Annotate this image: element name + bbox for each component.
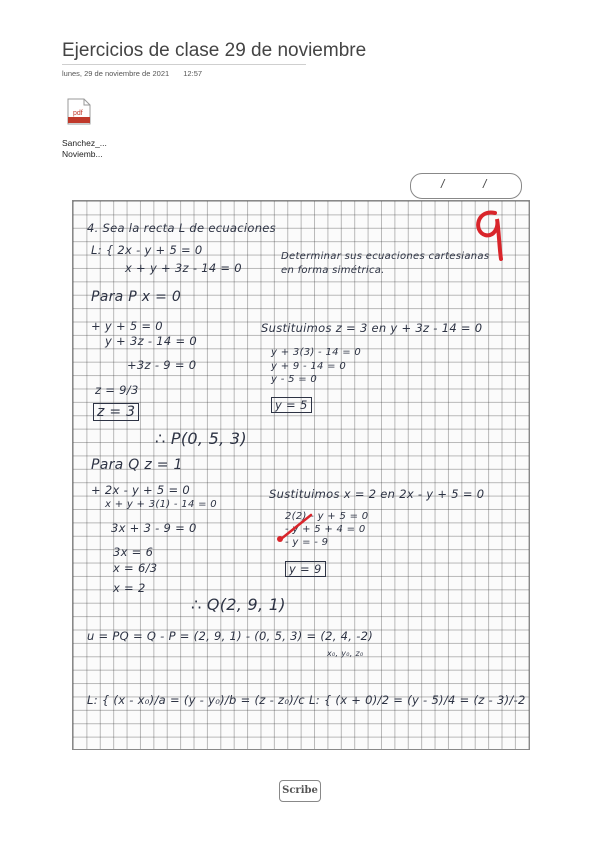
hw-line: ∴ P(0, 5, 3) [155,429,247,448]
hw-line: y = 9 [285,561,326,577]
pdf-file-icon [64,98,94,134]
scanned-worksheet [72,200,530,750]
hw-line: + y + 5 = 0 [91,319,163,333]
hw-line: +3z - 9 = 0 [127,358,197,372]
grade-nine-stroke [478,213,501,259]
hw-line: Sustituimos z = 3 en y + 3z - 14 = 0 [261,321,483,335]
hw-line: x + y + 3z - 14 = 0 [125,261,242,275]
hw-line: ∴ Q(2, 9, 1) [191,595,286,614]
hw-line: y + 3(3) - 14 = 0 [271,347,362,358]
scribe-badge: Scribe [279,780,321,802]
hw-line: y - 5 = 0 [271,374,318,385]
pill-left-mark: / [441,177,445,191]
page-title: Ejercicios de clase 29 de noviembre [62,40,367,61]
pdf-red-band [68,117,90,123]
grade-mark [73,201,533,581]
hw-line: x = 2 [113,581,146,595]
attachment-filename-line2: Noviemb... [62,149,103,158]
hw-line: u = PQ = Q - P = (2, 9, 1) - (0, 5, 3) = (2, 4, -2) [87,629,374,643]
hw-line: L: { 2x - y + 5 = 0 [91,243,203,257]
hw-line: Sustituimos x = 2 en 2x - y + 5 = 0 [269,487,485,501]
attachment-filename [62,138,122,158]
hw-line: y + 9 - 14 = 0 [271,361,347,372]
hw-line: Para P x = 0 [91,289,182,305]
pdf-attachment[interactable] [62,98,122,158]
hw-line: 2(2) - y + 5 = 0 [285,511,369,522]
header-date-field [410,173,522,199]
hw-line: - y = - 9 [285,537,329,548]
hw-line: x + y + 3(1) - 14 = 0 [105,499,217,510]
attachment-filename-line1: Sanchez_... [62,138,107,148]
hw-line: Determinar sus ecuaciones cartesianas [281,251,490,262]
hw-line: z = 9/3 [95,383,139,397]
pill-right-mark: / [483,177,487,191]
page-timestamp [62,69,214,78]
correction-check-dot [277,536,283,542]
hw-line: 3x = 6 [113,545,154,559]
correction-check-mark [281,515,311,539]
hw-line: y + 3z - 14 = 0 [105,334,197,348]
hw-line: 3x + 3 - 9 = 0 [111,521,197,535]
hw-line: + 2x - y + 5 = 0 [91,483,191,497]
hw-line: z = 3 [93,403,139,421]
title-underline [62,64,306,65]
hw-line: L: { (x + 0)/2 = (y - 5)/4 = (z - 3)/-2 [309,693,526,707]
hw-line: Para Q z = 1 [91,457,183,473]
hw-line: 4. Sea la recta L de ecuaciones [87,221,276,235]
pdf-type-label: pdf [73,110,83,117]
hw-line: x = 6/3 [113,561,158,575]
hw-line: - y + 5 + 4 = 0 [285,524,366,535]
hw-line: L: { (x - x₀)/a = (y - y₀)/b = (z - z₀)/c [87,693,305,707]
hw-line: en forma simétrica. [281,265,385,276]
page-date: lunes, 29 de noviembre de 2021 [62,69,170,78]
hw-line: x₀, y₀, z₀ [327,649,364,658]
hw-line: y = 5 [271,397,312,413]
page-time: 12:57 [183,69,203,78]
